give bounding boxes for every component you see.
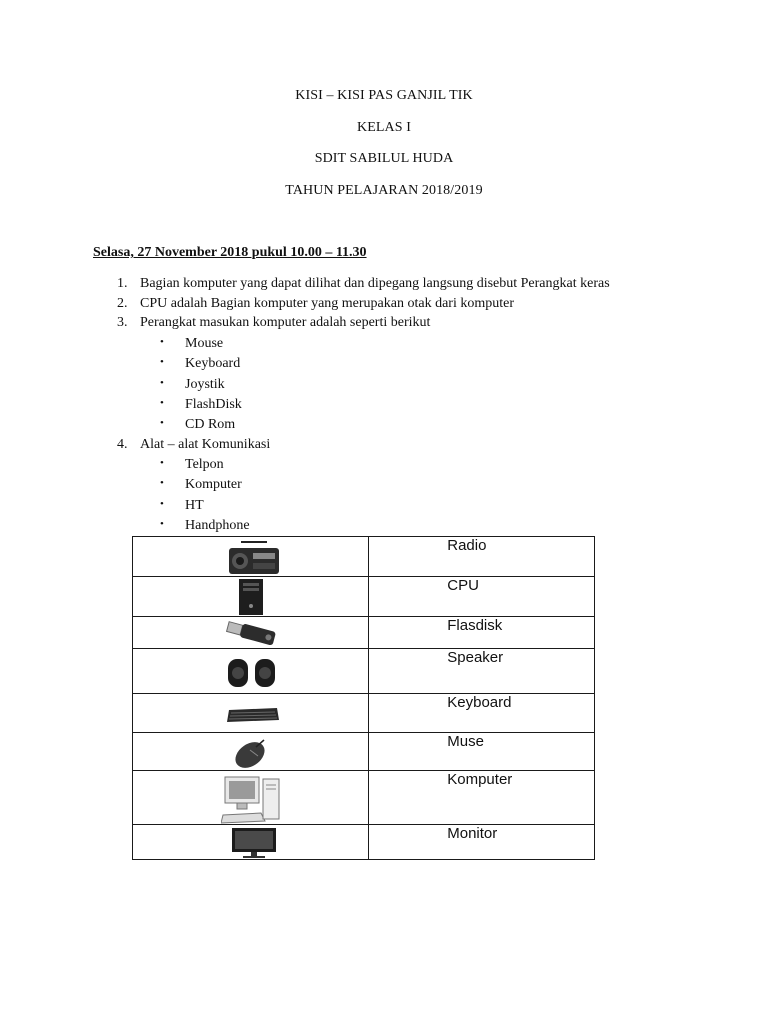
- exam-date: Selasa, 27 November 2018 pukul 10.00 – 11.30: [93, 245, 367, 260]
- speaker-icon: [226, 655, 278, 689]
- bullet-icon: •: [160, 498, 164, 510]
- table-row: [133, 649, 595, 694]
- item-number: 4.: [117, 437, 128, 452]
- device-label: CPU: [447, 577, 479, 594]
- picture-cell: [133, 617, 369, 649]
- bullet-icon: •: [160, 377, 164, 389]
- computer-icon: [221, 773, 283, 825]
- label-cell: [369, 771, 595, 825]
- doc-year: TAHUN PELAJARAN 2018/2019: [285, 183, 483, 198]
- table-row: [133, 825, 595, 860]
- device-label: Keyboard: [447, 694, 512, 711]
- label-cell: [369, 694, 595, 733]
- mouse-icon: [230, 736, 272, 770]
- device-label: Radio: [447, 537, 487, 554]
- table-row: [133, 537, 595, 577]
- bullet-text: Mouse: [185, 336, 224, 351]
- item-text: Alat – alat Komunikasi: [140, 437, 271, 452]
- bullet-text: Joystik: [185, 377, 225, 392]
- table-row: [133, 733, 595, 771]
- cpu-icon: [233, 578, 269, 616]
- monitor-icon: [229, 826, 279, 860]
- flashdisk-icon: [223, 618, 281, 648]
- bullet-text: Keyboard: [185, 356, 241, 371]
- bullet-icon: •: [160, 356, 164, 368]
- radio-icon: [227, 540, 283, 576]
- bullet-icon: •: [160, 397, 164, 409]
- picture-cell: [133, 825, 369, 860]
- bullet-text: HT: [185, 498, 204, 513]
- table-row: [133, 771, 595, 825]
- doc-title: KISI – KISI PAS GANJIL TIK: [295, 88, 473, 103]
- keyboard-icon: [225, 702, 281, 726]
- picture-cell: [133, 771, 369, 825]
- bullet-text: Telpon: [185, 457, 224, 472]
- picture-cell: [133, 577, 369, 617]
- label-cell: [369, 577, 595, 617]
- bullet-icon: •: [160, 417, 164, 429]
- picture-cell: [133, 694, 369, 733]
- table-row: [133, 694, 595, 733]
- bullet-icon: •: [160, 477, 164, 489]
- bullet-text: Handphone: [185, 518, 250, 533]
- bullet-text: Komputer: [185, 477, 242, 492]
- table-row: [133, 617, 595, 649]
- bullet-text: CD Rom: [185, 417, 236, 432]
- device-label: Muse: [447, 733, 484, 750]
- doc-class: KELAS I: [357, 120, 411, 135]
- device-label: Flasdisk: [447, 617, 503, 634]
- matching-table: [132, 536, 595, 860]
- item-number: 1.: [117, 276, 128, 291]
- label-cell: [369, 617, 595, 649]
- item-number: 3.: [117, 315, 128, 330]
- label-cell: [369, 537, 595, 577]
- label-cell: [369, 825, 595, 860]
- bullet-icon: •: [160, 457, 164, 469]
- table-row: [133, 577, 595, 617]
- item-number: 2.: [117, 296, 128, 311]
- picture-cell: [133, 649, 369, 694]
- bullet-text: FlashDisk: [185, 397, 242, 412]
- doc-school: SDIT SABILUL HUDA: [314, 151, 454, 166]
- item-text: Perangkat masukan komputer adalah seperti berikut: [140, 315, 431, 330]
- label-cell: [369, 649, 595, 694]
- label-cell: [369, 733, 595, 771]
- item-text: Bagian komputer yang dapat dilihat dan dipegang langsung disebut Perangkat keras: [140, 276, 610, 291]
- device-label: Speaker: [447, 649, 504, 666]
- bullet-icon: •: [160, 518, 164, 530]
- picture-cell: [133, 537, 369, 577]
- device-label: Komputer: [447, 771, 513, 788]
- bullet-icon: •: [160, 336, 164, 348]
- picture-cell: [133, 733, 369, 771]
- device-label: Monitor: [447, 825, 498, 842]
- item-text: CPU adalah Bagian komputer yang merupakan otak dari komputer: [140, 296, 515, 311]
